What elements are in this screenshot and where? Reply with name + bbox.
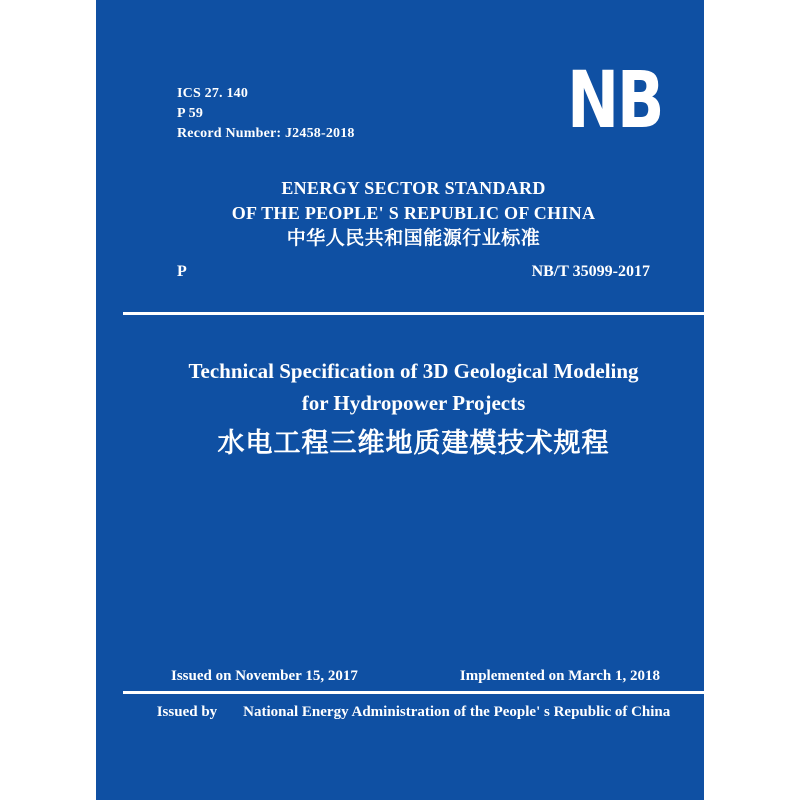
cover-blue-panel: [96, 0, 704, 800]
implemented-date: Implemented on March 1, 2018: [459, 668, 660, 684]
issued-by-value: National Energy Administration of the People' s Republic of China: [243, 704, 671, 720]
header-line-en-1: ENERGY SECTOR STANDARD: [281, 178, 546, 198]
title-en-line-1: Technical Specification of 3D Geological Modeling: [188, 359, 639, 383]
standard-number: NB/T 35099-2017: [531, 263, 650, 280]
issued-by-label: Issued by: [156, 704, 218, 720]
issued-date: Issued on November 15, 2017: [171, 668, 358, 684]
nb-logo: NB: [567, 56, 662, 146]
standard-header: [123, 176, 704, 252]
horizontal-rule-bottom: [123, 691, 704, 694]
issued-by-row: [123, 702, 704, 722]
dates-row: [123, 666, 704, 686]
ics-code: ICS 27. 140: [177, 86, 249, 101]
classification-code-row: [123, 262, 704, 282]
header-line-cn: 中华人民共和国能源行业标准: [286, 228, 541, 249]
cover-content-area: [123, 0, 704, 800]
record-number: Record Number: J2458-2018: [177, 126, 355, 141]
title-en-line-2: for Hydropower Projects: [301, 391, 526, 415]
title-cn: 水电工程三维地质建模技术规程: [217, 428, 610, 458]
header-line-en-2: OF THE PEOPLE' S REPUBLIC OF CHINA: [231, 203, 596, 223]
title-block: [123, 355, 704, 461]
horizontal-rule-top: [123, 312, 704, 315]
meta-block: [177, 84, 355, 144]
p-classification: P 59: [177, 106, 204, 121]
classification-letter: P: [177, 263, 187, 280]
